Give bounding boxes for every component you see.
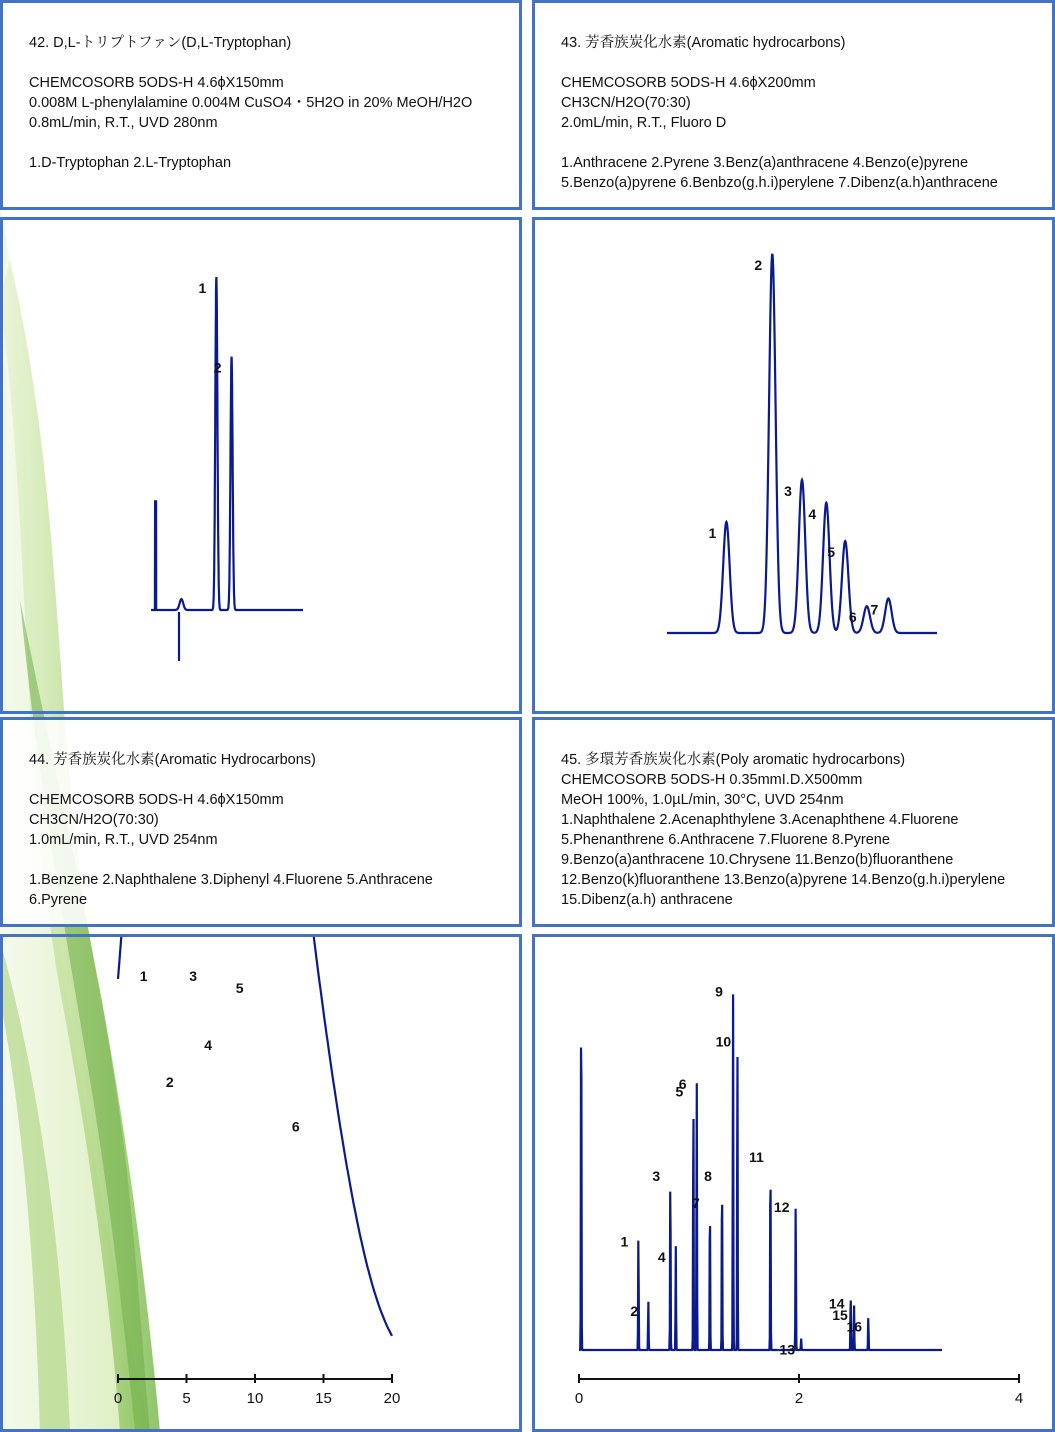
- peak-label: 15: [832, 1306, 848, 1323]
- peak-label: 3: [784, 482, 792, 499]
- condition-line: CHEMCOSORB 5ODS-H 4.6ϕX200mm: [561, 75, 816, 91]
- peak-label: 3: [189, 968, 197, 984]
- chromatogram-42: [3, 220, 519, 711]
- chromatogram-44-panel: [0, 934, 522, 1432]
- peak-label: 7: [692, 1195, 700, 1212]
- chromatogram-43-panel: [532, 217, 1055, 714]
- x-tick-label: 15: [315, 1390, 332, 1407]
- condition-line: CHEMCOSORB 5ODS-H 4.6ϕX150mm: [29, 792, 284, 808]
- peak-label: 2: [754, 256, 763, 273]
- peak-label: 11: [748, 1148, 764, 1165]
- peak-list-line: 9.Benzo(a)anthracene 10.Chrysene 11.Benzo(b)fluoranthene: [561, 852, 954, 868]
- peak-list-line: 5.Benzo(a)pyrene 6.Benbzo(g.h.i)perylene 7.Dibenz(a.h)anthracene: [561, 175, 998, 191]
- condition-line: CH3CN/H2O(70:30): [561, 95, 691, 111]
- peak-label: 4: [657, 1249, 666, 1266]
- section-title: 45. 多環芳香族炭化水素(Poly aromatic hydrocarbons): [561, 752, 906, 768]
- section-title: 42. D,L-トリプトファン(D,L-Tryptophan): [29, 35, 292, 51]
- section-title: 44. 芳香族炭化水素(Aromatic Hydrocarbons): [29, 752, 316, 768]
- peak-label: 4: [808, 505, 817, 522]
- condition-line: 0.8mL/min, R.T., UVD 280nm: [29, 115, 218, 131]
- condition-line: CHEMCOSORB 5ODS-H 4.6ϕX150mm: [29, 75, 284, 91]
- peak-label: 6: [291, 1118, 300, 1135]
- condition-line: CH3CN/H2O(70:30): [29, 812, 159, 828]
- peak-label: 2: [213, 359, 222, 376]
- peak-label: 1: [139, 968, 148, 984]
- section-42-info-panel: [0, 0, 522, 210]
- peak-label: 2: [630, 1302, 639, 1319]
- condition-line: MeOH 100%, 1.0µL/min, 30°C, UVD 254nm: [561, 792, 844, 808]
- condition-line: 2.0mL/min, R.T., Fluoro D: [561, 115, 727, 131]
- condition-line: 1.0mL/min, R.T., UVD 254nm: [29, 832, 218, 848]
- peak-list-line: 12.Benzo(k)fluoranthene 13.Benzo(a)pyrene 14.Benzo(g.h.i)perylene: [561, 872, 1006, 888]
- peak-label: 13: [779, 1341, 795, 1358]
- peak-list-line: 1.Anthracene 2.Pyrene 3.Benz(a)anthracene 4.Benzo(e)pyrene: [561, 155, 969, 171]
- peak-list-line: 1.Benzene 2.Naphthalene 3.Diphenyl 4.Fluorene 5.Anthracene: [29, 872, 433, 888]
- peak-label: 5: [675, 1083, 684, 1100]
- peak-label: 4: [204, 1037, 212, 1054]
- peak-label: 6: [848, 609, 857, 626]
- peak-label: 1: [198, 280, 207, 296]
- x-tick-label: 20: [383, 1390, 401, 1407]
- peak-label: 14: [828, 1295, 845, 1312]
- chromatogram-43: [535, 220, 1052, 711]
- peak-label: 16: [846, 1318, 863, 1335]
- section-title: 43. 芳香族炭化水素(Aromatic hydrocarbons): [561, 35, 846, 51]
- peak-list-line: 15.Dibenz(a.h) anthracene: [561, 892, 733, 908]
- x-tick-label: 0: [113, 1390, 123, 1407]
- section-43-info-panel: [532, 0, 1055, 210]
- peak-label: 10: [715, 1033, 732, 1050]
- condition-line: 0.008M L-phenylalamine 0.004M CuSO4・5H2O in 20% MeOH/H2O: [29, 95, 473, 111]
- peak-label: 1: [620, 1233, 629, 1250]
- chromatogram-trace: [579, 994, 942, 1350]
- x-tick-label: 5: [182, 1390, 191, 1407]
- chromatogram-45-panel: [532, 934, 1055, 1432]
- peak-label: 12: [773, 1199, 790, 1215]
- chromatogram-trace: [667, 254, 937, 633]
- section-45-info-panel: [532, 717, 1055, 927]
- chromatogram-trace: [118, 937, 392, 1336]
- x-tick-label: 0: [574, 1390, 584, 1407]
- condition-line: CHEMCOSORB 5ODS-H 0.35mmI.D.X500mm: [561, 772, 863, 788]
- x-tick-label: 10: [246, 1390, 264, 1407]
- peak-label: 7: [870, 601, 879, 618]
- peak-list-line: 1.D-Tryptophan 2.L-Tryptophan: [29, 155, 232, 171]
- peak-label: 1: [708, 524, 717, 541]
- peak-list-line: 5.Phenanthrene 6.Anthracene 7.Fluorene 8.Pyrene: [561, 832, 890, 848]
- peak-label: 2: [165, 1073, 174, 1090]
- chromatogram-44: [3, 937, 519, 1429]
- section-44-info-panel: [0, 717, 522, 927]
- x-tick-label: 4: [1014, 1390, 1024, 1407]
- chromatogram-42-panel: [0, 217, 522, 714]
- peak-label: 5: [827, 544, 836, 561]
- peak-label: 5: [235, 980, 244, 997]
- peak-label: 3: [652, 1168, 661, 1185]
- peak-list-line: 6.Pyrene: [29, 892, 88, 908]
- peak-label: 8: [704, 1168, 712, 1185]
- chromatogram-45: [535, 937, 1052, 1429]
- peak-label: 6: [678, 1075, 687, 1092]
- chromatogram-trace: [151, 277, 303, 610]
- x-tick-label: 2: [794, 1390, 804, 1407]
- peak-label: 9: [715, 983, 723, 1000]
- peak-list-line: 1.Naphthalene 2.Acenaphthylene 3.Acenaphthene 4.Fluorene: [561, 812, 959, 828]
